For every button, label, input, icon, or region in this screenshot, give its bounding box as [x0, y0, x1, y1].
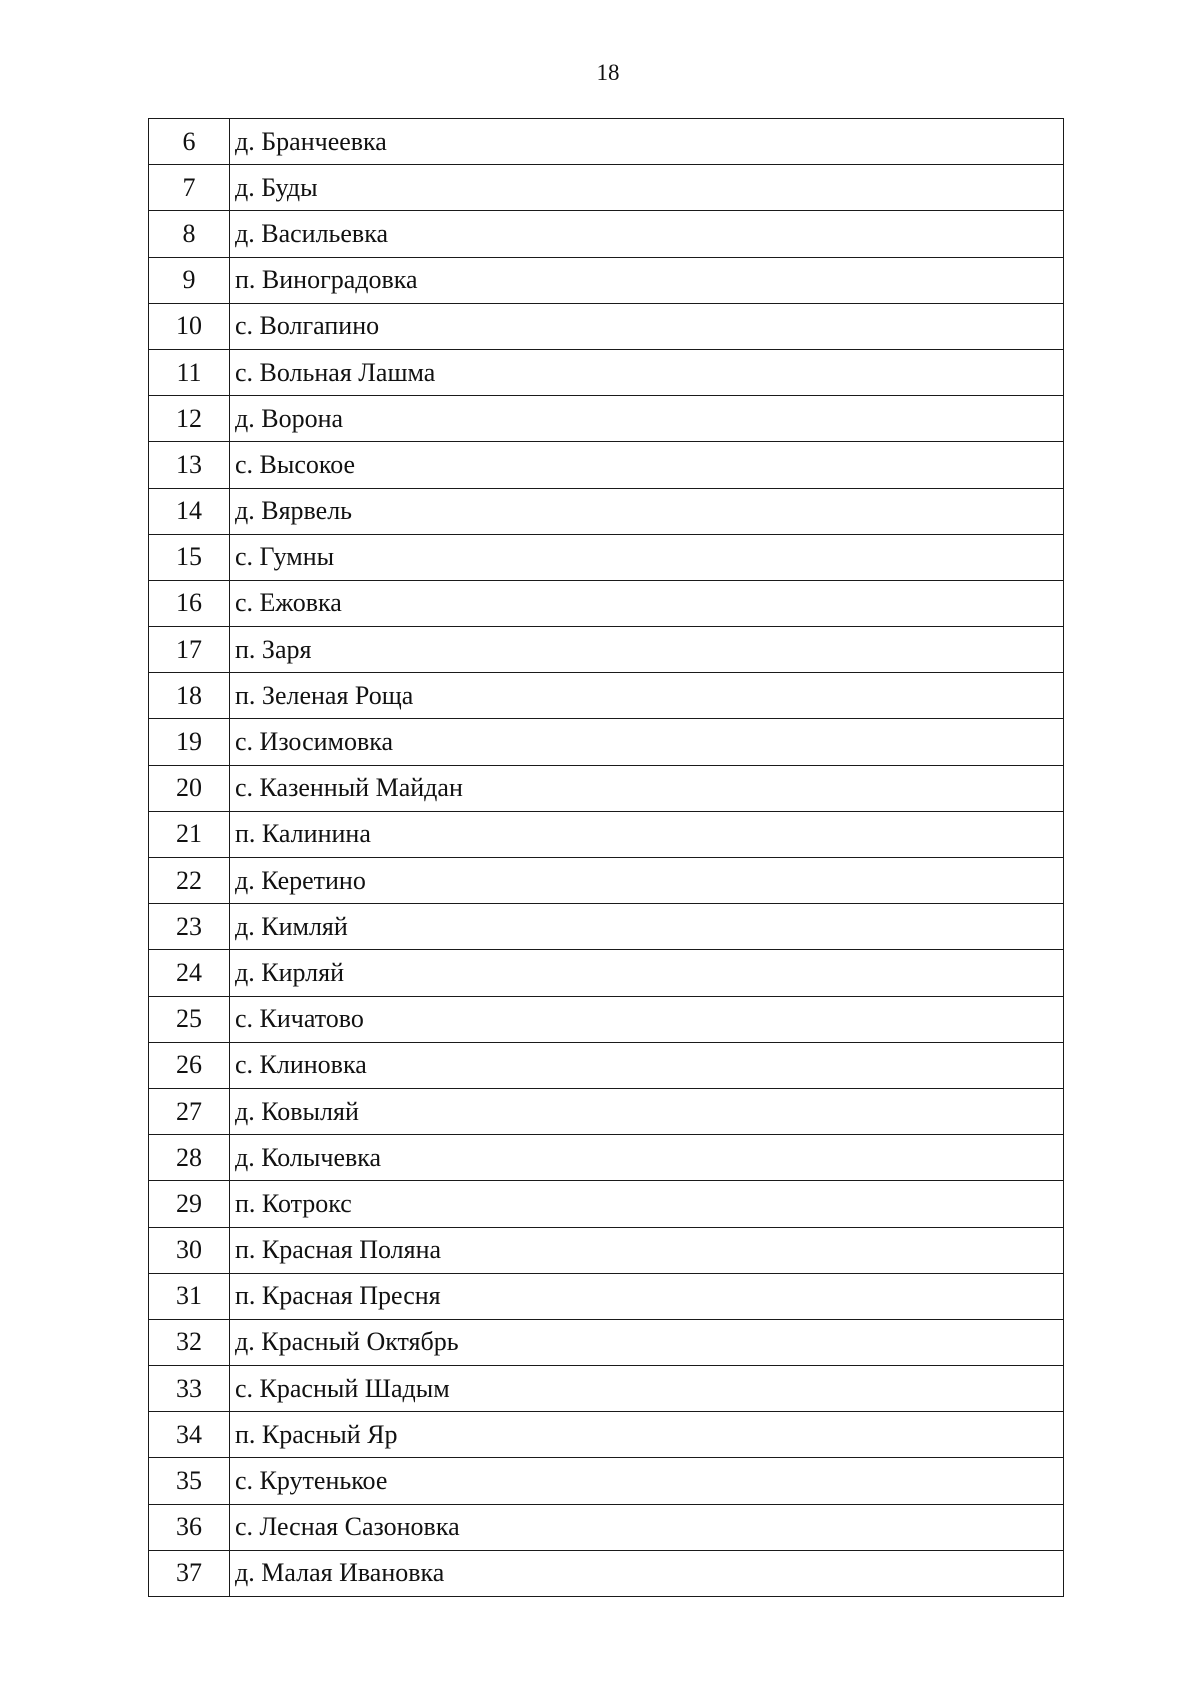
- settlement-name-cell: с. Казенный Майдан: [230, 765, 1064, 811]
- settlement-name-cell: д. Бранчеевка: [230, 119, 1064, 165]
- table-row: [149, 488, 1064, 534]
- settlement-name-cell: п. Красный Яр: [230, 1412, 1064, 1458]
- row-number-cell: 27: [149, 1088, 230, 1134]
- settlement-name-cell: с. Кичатово: [230, 996, 1064, 1042]
- table-row: [149, 396, 1064, 442]
- settlement-name-cell: п. Красная Поляна: [230, 1227, 1064, 1273]
- row-number-cell: 24: [149, 950, 230, 996]
- table-row: [149, 627, 1064, 673]
- table-row: [149, 1458, 1064, 1504]
- table-row: [149, 442, 1064, 488]
- row-number-cell: 10: [149, 303, 230, 349]
- row-number-cell: 34: [149, 1412, 230, 1458]
- row-number-cell: 32: [149, 1319, 230, 1365]
- settlement-name-cell: д. Васильевка: [230, 211, 1064, 257]
- row-number-cell: 16: [149, 580, 230, 626]
- table-row: [149, 673, 1064, 719]
- settlement-name-cell: с. Клиновка: [230, 1042, 1064, 1088]
- row-number-cell: 13: [149, 442, 230, 488]
- settlement-name-cell: с. Высокое: [230, 442, 1064, 488]
- settlement-name-cell: с. Крутенькое: [230, 1458, 1064, 1504]
- table-row: [149, 1088, 1064, 1134]
- settlement-name-cell: п. Красная Пресня: [230, 1273, 1064, 1319]
- settlement-name-cell: с. Красный Шадым: [230, 1366, 1064, 1412]
- row-number-cell: 26: [149, 1042, 230, 1088]
- settlement-name-cell: п. Заря: [230, 627, 1064, 673]
- table-row: [149, 950, 1064, 996]
- settlement-name-cell: с. Изосимовка: [230, 719, 1064, 765]
- settlement-name-cell: д. Буды: [230, 165, 1064, 211]
- table-row: [149, 858, 1064, 904]
- settlement-name-cell: д. Красный Октябрь: [230, 1319, 1064, 1365]
- table-row: [149, 1181, 1064, 1227]
- row-number-cell: 18: [149, 673, 230, 719]
- settlement-name-cell: с. Гумны: [230, 534, 1064, 580]
- table-row: [149, 1227, 1064, 1273]
- settlement-name-cell: п. Зеленая Роща: [230, 673, 1064, 719]
- table-row: [149, 257, 1064, 303]
- table-row: [149, 1366, 1064, 1412]
- settlement-name-cell: д. Кирляй: [230, 950, 1064, 996]
- table-row: [149, 904, 1064, 950]
- row-number-cell: 17: [149, 627, 230, 673]
- page-number: 18: [596, 60, 620, 85]
- table-row: [149, 996, 1064, 1042]
- settlement-name-cell: п. Виноградовка: [230, 257, 1064, 303]
- settlements-table: [148, 118, 1064, 1597]
- settlement-name-cell: д. Малая Ивановка: [230, 1550, 1064, 1596]
- table-row: [149, 580, 1064, 626]
- row-number-cell: 28: [149, 1135, 230, 1181]
- table-row: [149, 1412, 1064, 1458]
- table-row: [149, 1504, 1064, 1550]
- table-row: [149, 811, 1064, 857]
- settlement-name-cell: с. Лесная Сазоновка: [230, 1504, 1064, 1550]
- row-number-cell: 6: [149, 119, 230, 165]
- row-number-cell: 7: [149, 165, 230, 211]
- table-row: [149, 1273, 1064, 1319]
- settlement-name-cell: д. Ворона: [230, 396, 1064, 442]
- settlement-name-cell: п. Котрокс: [230, 1181, 1064, 1227]
- row-number-cell: 19: [149, 719, 230, 765]
- row-number-cell: 36: [149, 1504, 230, 1550]
- row-number-cell: 12: [149, 396, 230, 442]
- row-number-cell: 37: [149, 1550, 230, 1596]
- row-number-cell: 30: [149, 1227, 230, 1273]
- settlement-name-cell: п. Калинина: [230, 811, 1064, 857]
- table-row: [149, 1319, 1064, 1365]
- table-row: [149, 165, 1064, 211]
- table-row: [149, 119, 1064, 165]
- settlement-name-cell: с. Волгапино: [230, 303, 1064, 349]
- row-number-cell: 35: [149, 1458, 230, 1504]
- row-number-cell: 21: [149, 811, 230, 857]
- row-number-cell: 31: [149, 1273, 230, 1319]
- settlement-name-cell: д. Ковыляй: [230, 1088, 1064, 1134]
- settlement-name-cell: д. Керетино: [230, 858, 1064, 904]
- table-row: [149, 719, 1064, 765]
- settlement-name-cell: с. Ежовка: [230, 580, 1064, 626]
- table-row: [149, 349, 1064, 395]
- settlement-name-cell: д. Кимляй: [230, 904, 1064, 950]
- settlement-name-cell: д. Вярвель: [230, 488, 1064, 534]
- table-row: [149, 534, 1064, 580]
- table-row: [149, 1042, 1064, 1088]
- row-number-cell: 22: [149, 858, 230, 904]
- row-number-cell: 20: [149, 765, 230, 811]
- row-number-cell: 14: [149, 488, 230, 534]
- table-row: [149, 765, 1064, 811]
- table-row: [149, 303, 1064, 349]
- row-number-cell: 25: [149, 996, 230, 1042]
- settlements-table-body: [149, 119, 1064, 1597]
- row-number-cell: 15: [149, 534, 230, 580]
- table-row: [149, 1135, 1064, 1181]
- table-row: [149, 1550, 1064, 1596]
- row-number-cell: 9: [149, 257, 230, 303]
- row-number-cell: 29: [149, 1181, 230, 1227]
- row-number-cell: 11: [149, 349, 230, 395]
- settlement-name-cell: с. Вольная Лашма: [230, 349, 1064, 395]
- row-number-cell: 8: [149, 211, 230, 257]
- row-number-cell: 23: [149, 904, 230, 950]
- table-row: [149, 211, 1064, 257]
- settlement-name-cell: д. Колычевка: [230, 1135, 1064, 1181]
- row-number-cell: 33: [149, 1366, 230, 1412]
